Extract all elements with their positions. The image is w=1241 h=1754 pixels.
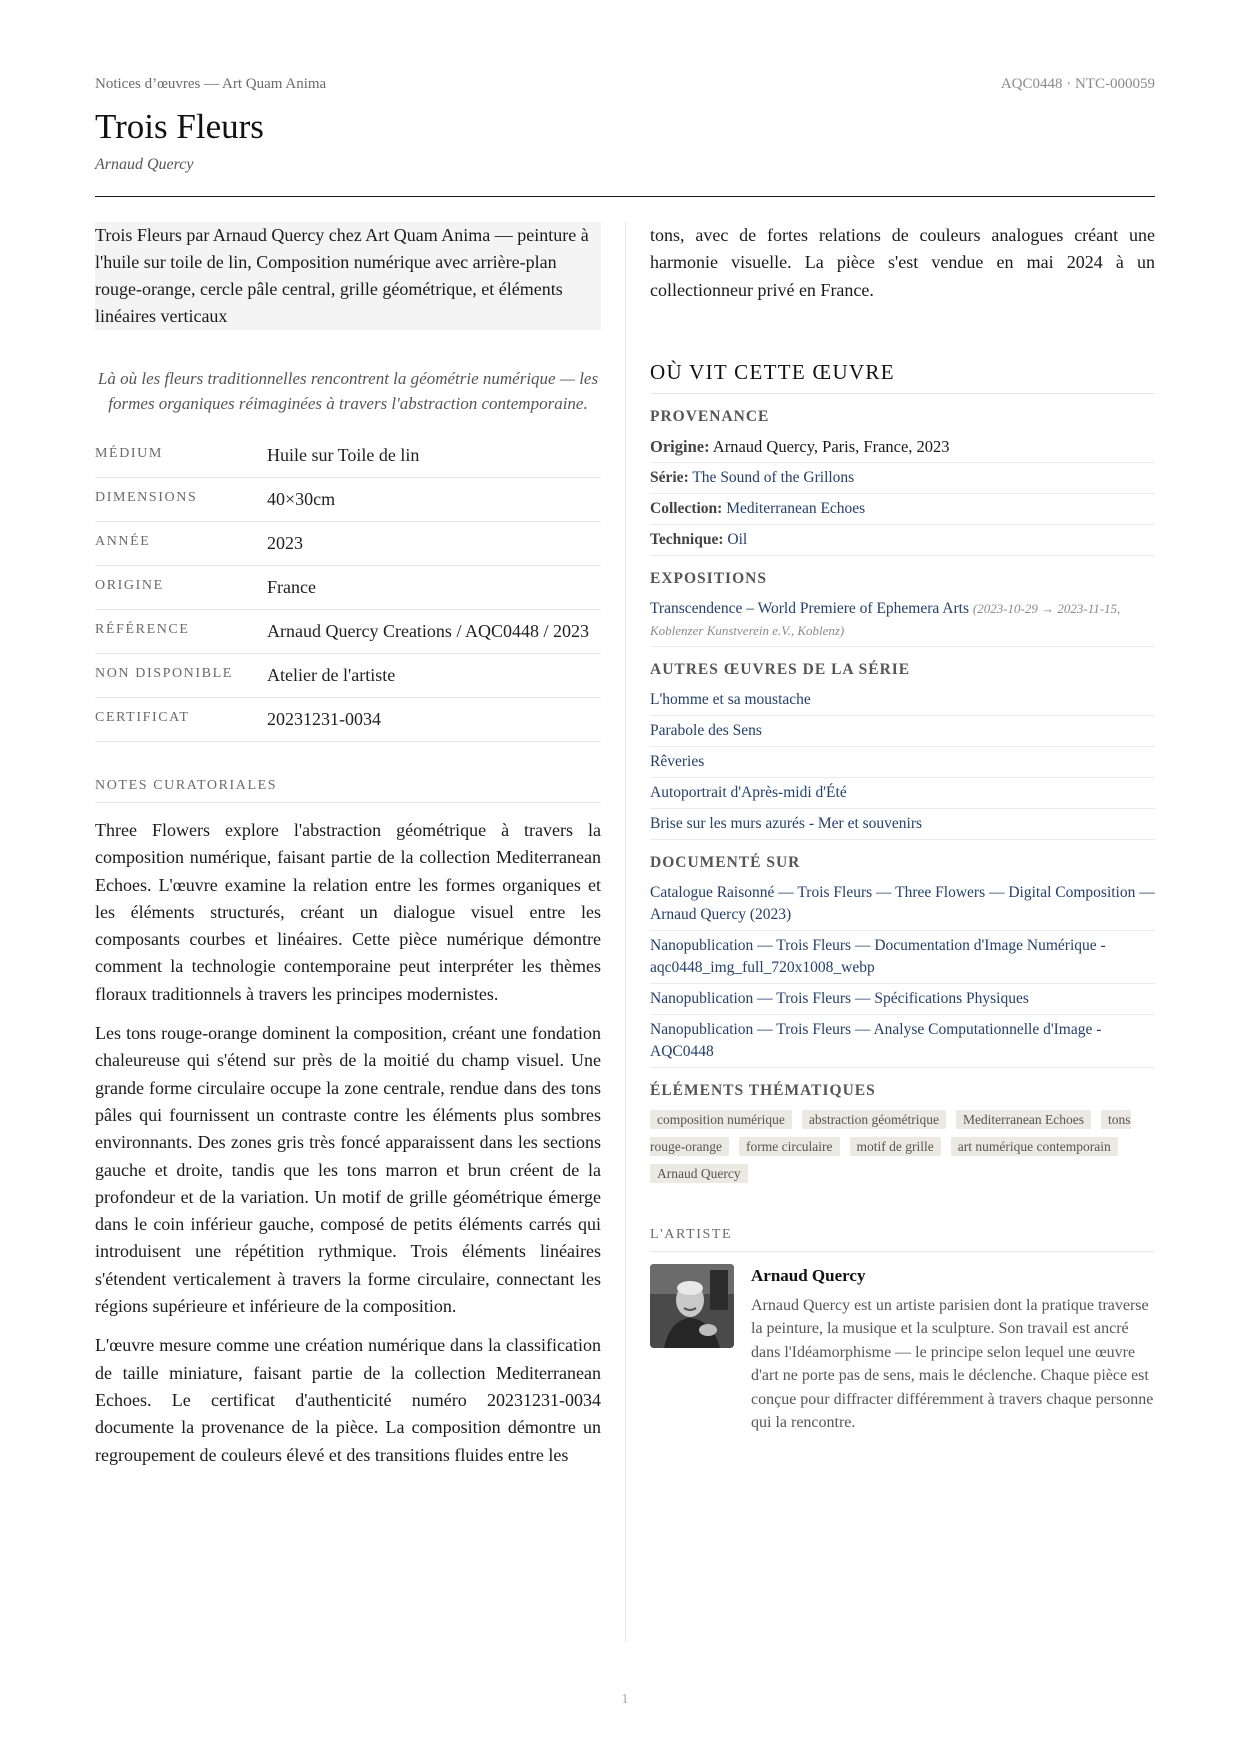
spec-row (95, 654, 601, 698)
exposition-item (650, 594, 1155, 647)
spec-label: CERTIFICAT (95, 698, 267, 742)
lede-summary: Trois Fleurs par Arnaud Quercy chez Art Quam Anima — peinture à l'huile sur toile de lin, Composition numérique avec arrière-plan rouge-orange, cercle pâle central, grille géométrique, et éléments linéaires verticaux (95, 222, 601, 330)
artist-block (650, 1264, 1155, 1444)
page-title: Trois Fleurs (95, 107, 264, 146)
series-work-link[interactable]: L'homme et sa moustache (650, 685, 1155, 716)
author-name: Arnaud Quercy (95, 156, 194, 173)
specs-table (95, 434, 601, 742)
spec-label: RÉFÉRENCE (95, 610, 267, 654)
documented-link[interactable]: Nanopublication — Trois Fleurs — Spécifications Physiques (650, 984, 1155, 1015)
theme-tag: motif de grille (850, 1137, 941, 1156)
spec-row (95, 434, 601, 478)
theme-tag: tons rouge-orange (650, 1111, 1131, 1154)
theme-tag: composition numérique (650, 1110, 792, 1129)
spec-label: NON DISPONIBLE (95, 654, 267, 698)
artist-name: Arnaud Quercy (751, 1265, 866, 1285)
document-page (95, 0, 1155, 1754)
spec-label: DIMENSIONS (95, 478, 267, 522)
spec-label: ORIGINE (95, 566, 267, 610)
documented-link[interactable]: Nanopublication — Trois Fleurs — Analyse Computationnelle d'Image - AQC0448 (650, 1015, 1155, 1068)
theme-tag: Arnaud Quercy (650, 1164, 748, 1183)
collection-link[interactable]: Mediterranean Echoes (726, 499, 866, 517)
spec-label: MÉDIUM (95, 434, 267, 478)
provenance-value: Arnaud Quercy, Paris, France, 2023 (712, 436, 950, 456)
notes-caption: NOTES CURATORIALES (95, 778, 601, 803)
right-column (650, 222, 1155, 1444)
spec-row (95, 522, 601, 566)
spec-value: 20231231-0034 (267, 698, 601, 742)
where-section-title: OÙ VIT CETTE ŒUVRE (650, 360, 1155, 394)
spec-value: 2023 (267, 522, 601, 566)
documented-link[interactable]: Nanopublication — Trois Fleurs — Documentation d'Image Numérique - aqc0448_img_full_720x1008_webp (650, 931, 1155, 984)
provenance-row (650, 494, 1155, 525)
expositions-caption: EXPOSITIONS (650, 569, 767, 587)
page-number: 1 (621, 1692, 629, 1707)
exposition-meta: (2023-10-29 → 2023-11-15, Koblenzer Kunstverein e.V., Koblenz) (650, 600, 1121, 638)
theme-tags (650, 1106, 1155, 1187)
provenance-row (650, 463, 1155, 494)
spec-value: Arnaud Quercy Creations / AQC0448 / 2023 (267, 610, 601, 654)
provenance-caption: PROVENANCE (650, 407, 770, 425)
spec-row (95, 478, 601, 522)
spec-label: ANNÉE (95, 522, 267, 566)
exposition-link[interactable]: Transcendence – World Premiere of Ephemera Arts (650, 599, 969, 617)
theme-tag: art numérique contemporain (951, 1137, 1118, 1156)
document-header (95, 76, 1155, 197)
series-work-link[interactable]: Rêveries (650, 747, 1155, 778)
artist-avatar (650, 1264, 734, 1348)
spec-value: France (267, 566, 601, 610)
theme-tag: Mediterranean Echoes (956, 1110, 1091, 1129)
left-column (95, 222, 601, 1469)
series-work-link[interactable]: Autoportrait d'Après-midi d'Été (650, 778, 1155, 809)
spec-value: Huile sur Toile de lin (267, 434, 601, 478)
provenance-label: Technique: (650, 530, 724, 548)
provenance-label: Série: (650, 468, 689, 486)
provenance-row (650, 432, 1155, 463)
themes-caption: ÉLÉMENTS THÉMATIQUES (650, 1081, 876, 1099)
series-link[interactable]: The Sound of the Grillons (692, 468, 855, 486)
provenance-label: Collection: (650, 499, 723, 517)
notes-paragraph: L'œuvre mesure comme une création numérique dans la classification de taille miniature, faisant partie de la collection Mediterranean Echoes. Le certificat d'authenticité numéro 20231231-0034 documente la provenance de la pièce. La composition démontre un regroupement de couleurs élevé et des transitions fluides entre les (95, 1335, 601, 1465)
column-divider (625, 222, 626, 1642)
documented-caption: DOCUMENTÉ SUR (650, 853, 801, 871)
artist-caption: L'ARTISTE (650, 1227, 1155, 1252)
notes-paragraph: Les tons rouge-orange dominent la composition, créant une fondation chaleureuse qui s'étend sur près de la moitié du champ visuel. Une grande forme circulaire occupe la zone centrale, rendue dans des tons pâles qui fournissent un contraste contre les éléments plus sombres environnants. Des zones gris très foncé apparaissent dans les sections gauche et droite, tandis que les tons marron et brun créent de la profondeur et de la variation. Un motif de grille géométrique émerge dans le coin inférieur gauche, composé de petits éléments carrés qui introduisent une répétition rythmique. Trois éléments linéaires s'étendent verticalement à travers la forme circulaire, connectant les régions supérieure et inférieure de la composition. (95, 1023, 601, 1317)
notes-continuation: tons, avec de fortes relations de couleurs analogues créant une harmonie visuelle. La pièce s'est vendue en mai 2024 à un collectionneur privé en France. (650, 225, 1155, 300)
spec-row (95, 566, 601, 610)
spec-value: 40×30cm (267, 478, 601, 522)
documented-link[interactable]: Catalogue Raisonné — Trois Fleurs — Three Flowers — Digital Composition — Arnaud Quercy (2023) (650, 878, 1155, 931)
theme-tag: forme circulaire (739, 1137, 840, 1156)
artist-bio: Arnaud Quercy est un artiste parisien dont la pratique traverse la peinture, la musique et la sculpture. Son travail est ancré dans l'Idéamorphisme — le principe selon lequel une œuvre d'art ne porte pas de sens, mais le déclenche. Chaque pièce est conçue pour diffracter différemment à travers chaque personne qui la rencontre. (751, 1296, 1154, 1432)
document-reference: AQC0448 · NTC-000059 (1000, 76, 1155, 92)
theme-tag: abstraction géométrique (802, 1110, 946, 1129)
spec-value: Atelier de l'artiste (267, 654, 601, 698)
notes-paragraph: Three Flowers explore l'abstraction géométrique à travers la composition numérique, faisant partie de la collection Mediterranean Echoes. L'œuvre examine la relation entre les formes organiques et les éléments structurés, créant un dialogue visuel entre les composants courbes et linéaires. Cette pièce numérique démontre comment la technologie contemporaine peut interpréter les thèmes floraux traditionnels à travers les principes modernistes. (95, 820, 601, 1004)
series-caption: AUTRES ŒUVRES DE LA SÉRIE (650, 660, 911, 678)
technique-link[interactable]: Oil (727, 530, 748, 548)
spec-row (95, 610, 601, 654)
artist-portrait-icon (650, 1264, 734, 1348)
breadcrumb: Notices d’œuvres — Art Quam Anima (95, 76, 327, 92)
provenance-label: Origine: (650, 436, 710, 456)
series-work-link[interactable]: Brise sur les murs azurés - Mer et souvenirs (650, 809, 1155, 840)
series-work-link[interactable]: Parabole des Sens (650, 716, 1155, 747)
pull-quote: Là où les fleurs traditionnelles rencontrent la géométrie numérique — les formes organiques réimaginées à travers l'abstraction contemporaine. (97, 369, 599, 413)
spec-row (95, 698, 601, 742)
provenance-row (650, 525, 1155, 556)
